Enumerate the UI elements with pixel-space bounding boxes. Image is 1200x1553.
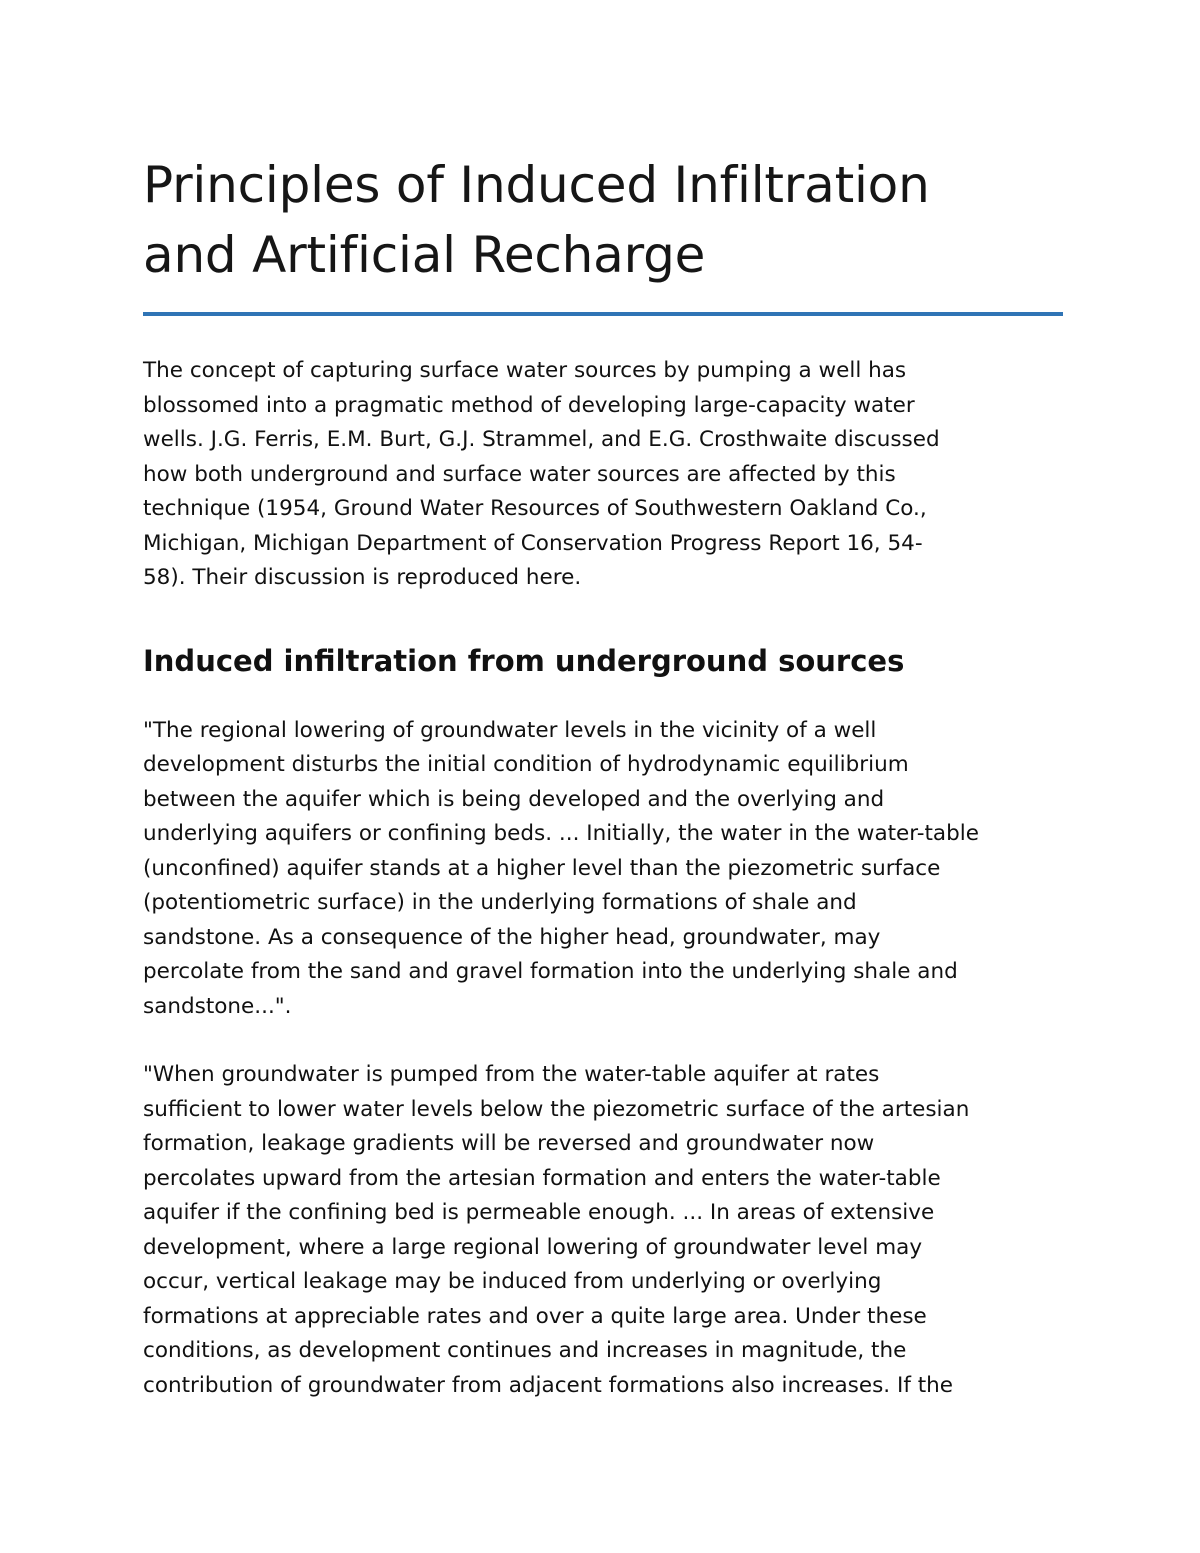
quote-line: percolates upward from the artesian formation and enters the water-table (143, 1165, 941, 1191)
quote-line: development disturbs the initial condition of hydrodynamic equilibrium (143, 752, 909, 777)
title-divider (143, 312, 1063, 316)
quote-line: formation, leakage gradients will be reversed and groundwater now (143, 1131, 875, 1156)
section-heading: Induced infiltration from underground sources (143, 643, 905, 678)
quote-line: between the aquifer which is being developed and the overlying and (143, 786, 885, 812)
quote-line: (unconfined) aquifer stands at a higher level than the piezometric surface (143, 855, 941, 881)
quote-paragraph-2 (143, 1058, 1063, 1403)
intro-paragraph (143, 354, 1063, 596)
quote-line: development, where a large regional lowering of groundwater level may (143, 1234, 923, 1260)
document-page (143, 150, 1063, 1403)
quote-line: contribution of groundwater from adjacent formations also increases. If the (143, 1372, 954, 1398)
quote-line: sandstone...". (143, 993, 292, 1019)
intro-line: blossomed into a pragmatic method of developing large-capacity water (143, 392, 915, 418)
quote-line: percolate from the sand and gravel formation into the underlying shale and (143, 959, 958, 984)
quote-line: "The regional lowering of groundwater levels in the vicinity of a well (143, 717, 877, 743)
title-line-2: and Artificial Recharge (143, 226, 706, 284)
quote-line: (potentiometric surface) in the underlying formations of shale and (143, 890, 857, 915)
intro-line: 58). Their discussion is reproduced here. (143, 565, 582, 590)
page-title (143, 150, 1063, 290)
intro-line: The concept of capturing surface water sources by pumping a well has (143, 358, 907, 383)
quote-line: underlying aquifers or confining beds. ... Initially, the water in the water-table (143, 821, 979, 846)
quote-paragraph-1 (143, 714, 1063, 1025)
intro-line: how both underground and surface water sources are affected by this (143, 461, 896, 487)
intro-line: wells. J.G. Ferris, E.M. Burt, G.J. Strammel, and E.G. Crosthwaite discussed (143, 427, 940, 452)
quote-line: occur, vertical leakage may be induced from underlying or overlying (143, 1269, 882, 1294)
quote-line: "When groundwater is pumped from the water-table aquifer at rates (143, 1062, 880, 1087)
intro-line: Michigan, Michigan Department of Conservation Progress Report 16, 54- (143, 530, 923, 556)
intro-line: technique (1954, Ground Water Resources of Southwestern Oakland Co., (143, 496, 927, 521)
quote-line: aquifer if the confining bed is permeable enough. ... In areas of extensive (143, 1200, 935, 1225)
title-line-1: Principles of Induced Infiltration (143, 156, 930, 214)
quote-line: sandstone. As a consequence of the higher head, groundwater, may (143, 924, 881, 950)
quote-line: conditions, as development continues and increases in magnitude, the (143, 1338, 907, 1363)
quote-line: sufficient to lower water levels below the piezometric surface of the artesian (143, 1096, 970, 1122)
quote-line: formations at appreciable rates and over a quite large area. Under these (143, 1303, 927, 1329)
